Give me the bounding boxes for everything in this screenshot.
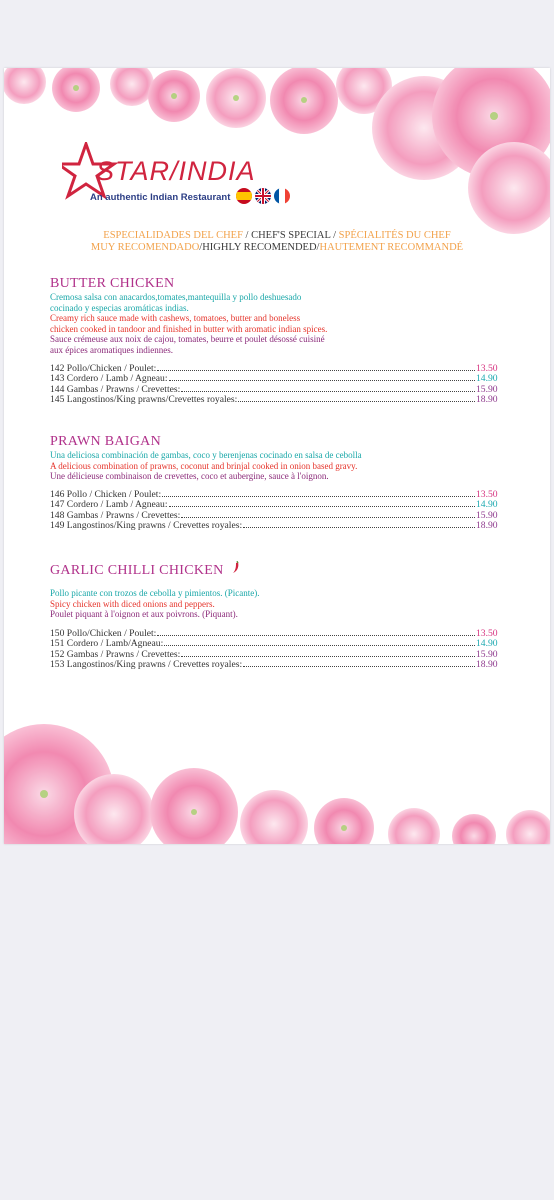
leader-dots [181,650,475,657]
leader-dots [162,490,475,497]
subtitle-fr: SPÉCIALITÉS DU CHEF [338,230,451,241]
leader-dots [164,639,475,646]
leader-dots [238,395,475,402]
desc-fr-line: aux épices aromatiques indiennes. [50,344,173,355]
menu-item [50,660,506,670]
item-price: 14.90 [476,638,498,650]
leader-dots [157,629,475,636]
item-label: 150 Pollo/Chicken / Poulet: [50,628,157,639]
dish-title: PRAWN BAIGAN [50,434,161,449]
item-label: 148 Gambas / Prawns / Crevettes: [50,509,181,521]
desc-es-line: Cremosa salsa con anacardos,tomates,mantequilla y pollo deshuesado [50,292,302,302]
item-price: 13.50 [476,489,498,500]
item-price: 15.90 [476,383,498,395]
subtitle-sep: / [242,230,252,241]
item-label: 146 Pollo / Chicken / Poulet: [50,489,162,500]
item-price: 13.50 [476,363,498,374]
dish-description [50,292,327,356]
subtitle-recommended-fr: HAUTEMENT RECOMMANDÉ [319,242,464,253]
chef-special-subtitle [4,230,550,254]
item-label: 145 Langostinos/King prawns/Crevettes royales: [50,394,238,406]
item-price: 18.90 [476,659,498,671]
desc-es-line: cocinado y especias aromáticas indias. [50,302,189,313]
dish-title: BUTTER CHICKEN [50,276,175,291]
price-list [50,629,506,671]
dish-title-text: GARLIC CHILLI CHICKEN [50,563,224,578]
leader-dots [243,521,475,528]
item-price: 15.90 [476,648,498,660]
item-price: 15.90 [476,509,498,521]
item-price: 14.90 [476,499,498,511]
desc-es-line: Pollo picante con trozos de cebolla y pimientos. (Picante). [50,588,260,598]
dish-description [50,450,362,482]
item-label: 153 Langostinos/King prawns / Crevettes royales: [50,659,243,671]
brand-name: STAR/INDIA [96,156,256,186]
item-label: 147 Cordero / Lamb / Agneau: [50,499,168,511]
desc-en-line: A delicious combination of prawns, coconut and brinjal cooked in onion based gravy. [50,460,358,471]
desc-fr-line: Une délicieuse combinaison de crevettes, coco et aubergine, sauce à l'oignon. [50,471,329,482]
item-label: 151 Cordero / Lamb/Agneau: [50,638,164,650]
item-label: 144 Gambas / Prawns / Crevettes: [50,383,181,395]
leader-dots [169,500,476,507]
brand-name-part2: INDIA [178,156,256,186]
spain-flag-icon [236,188,252,204]
item-price: 18.90 [476,394,498,406]
item-price: 14.90 [476,373,498,385]
floral-decoration-bottom [4,684,550,844]
menu-item [50,521,506,531]
subtitle-recommended-es: MUY RECOMENDADO [90,242,200,253]
brand-name-part1: STAR [96,156,171,186]
item-label: 143 Cordero / Lamb / Agneau: [50,373,168,385]
item-label: 152 Gambas / Prawns / Crevettes: [50,648,181,660]
leader-dots [243,660,475,667]
subtitle-es: ESPECIALIDADES DEL CHEF [103,230,243,241]
item-price: 13.50 [476,628,498,639]
dish-title [50,561,240,579]
subtitle-en: CHEF'S SPECIAL [251,230,331,241]
item-label: 149 Langostinos/King prawns / Crevettes royales: [50,520,243,532]
menu-page [4,68,550,844]
leader-dots [169,374,476,381]
chili-icon [232,561,240,579]
item-label: 142 Pollo/Chicken / Poulet: [50,363,157,374]
dish-description [50,588,259,620]
brand-tagline: An authentic Indian Restaurant [90,192,231,203]
language-flags [236,188,290,204]
price-list [50,490,506,532]
price-list [50,364,506,406]
subtitle-sep: / [330,230,339,241]
france-flag-icon [274,188,290,204]
subtitle-recommended-en: /HIGHLY RECOMENDED/ [199,242,320,253]
desc-fr-line: Poulet piquant à l'oignon et aux poivrons. (Piquant). [50,609,238,620]
leader-dots [181,511,475,518]
leader-dots [181,385,475,392]
desc-en-line: Spicy chicken with diced onions and peppers. [50,598,215,609]
desc-en-line: chicken cooked in tandoor and finished in butter with aromatic indian spices. [50,323,328,334]
desc-fr-line: Sauce crémeuse aux noix de cajou, tomates, beurre et poulet désossé cuisiné [50,334,325,345]
desc-es-line: Una deliciosa combinación de gambas, coco y berenjenas cocinado en salsa de cebolla [50,450,362,460]
item-price: 18.90 [476,520,498,532]
leader-dots [157,364,475,371]
uk-flag-icon [255,188,271,204]
desc-en-line: Creamy rich sauce made with cashews, tomatoes, butter and boneless [50,313,301,324]
menu-item [50,395,506,405]
